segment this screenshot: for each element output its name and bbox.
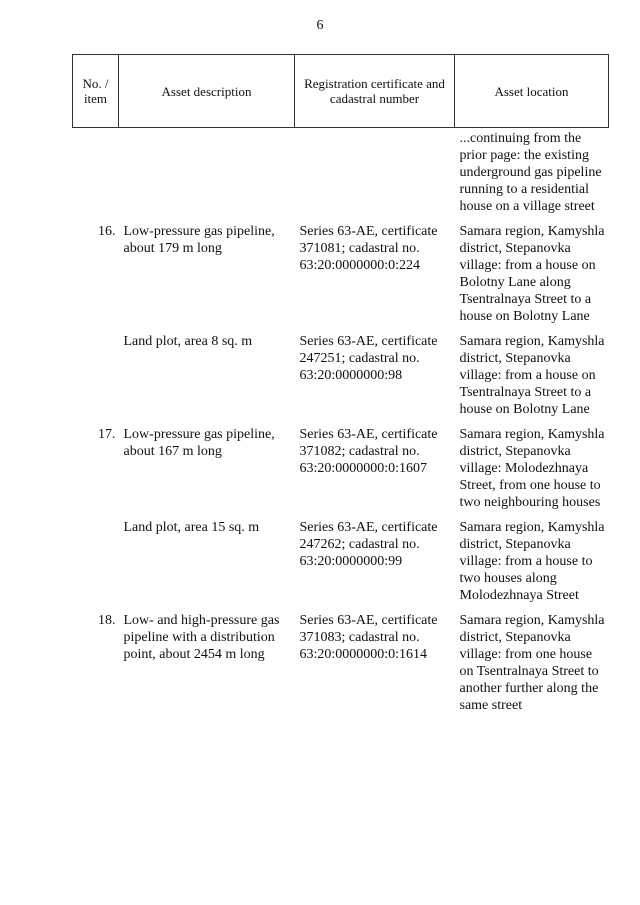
table-row [73,612,609,714]
asset-location: Samara region, Kamyshla district, Stepanovka village: from one house on Tsentralnaya Street to another further along the same street [459,613,605,713]
asset-name: Low-pressure gas pipeline, about 179 m long [123,224,275,256]
asset-name: Land plot, area 15 sq. m [123,520,260,535]
header-num: No. / item [73,55,119,128]
asset-name: Low-pressure gas pipeline, about 167 m long [123,427,275,459]
table-header-row [73,55,609,128]
header-location: Asset location [455,55,609,128]
registration-cert: Series 63-AE, certificate 247251; cadastral no. 63:20:0000000:98 [299,334,438,383]
registration-cert: Series 63-AE, certificate 371081; cadastral no. 63:20:0000000:0:224 [299,224,438,273]
header-name: Asset description [119,55,295,128]
table-row [73,519,609,604]
registration-cert: Series 63-AE, certificate 371083; cadastral no. 63:20:0000000:0:1614 [299,613,438,662]
table-row [73,426,609,511]
row-number [73,519,119,604]
asset-name: Land plot, area 8 sq. m [123,334,253,349]
registry-table [72,54,609,714]
row-number: 18. [98,613,116,628]
header-cert: Registration certificate and cadastral number [295,55,455,128]
continuation-location: ...continuing from the prior page: the existing underground gas pipeline running to a residential house on a village street [459,131,602,214]
page-number: 6 [316,18,324,33]
asset-location: Samara region, Kamyshla district, Stepanovka village: Molodezhnaya Street, from one house to two neighbouring houses [459,427,605,510]
asset-name: Low- and high-pressure gas pipeline with a distribution point, about 2454 m long [123,613,280,662]
asset-location: Samara region, Kamyshla district, Stepanovka village: from a house on Tsentralnaya Street to a house on Bolotny Lane [459,334,605,417]
table-row [73,333,609,418]
row-number: 17. [98,427,116,442]
asset-location: Samara region, Kamyshla district, Stepanovka village: from a house on Bolotny Lane along Tsentralnaya Street to a house on Bolotny Lane [459,224,605,324]
row-number: 16. [98,224,116,239]
registration-cert: Series 63-AE, certificate 371082; cadastral no. 63:20:0000000:0:1607 [299,427,438,476]
registration-cert: Series 63-AE, certificate 247262; cadastral no. 63:20:0000000:99 [299,520,438,569]
continuation-row [73,128,609,216]
asset-location: Samara region, Kamyshla district, Stepanovka village: from a house to two houses along Molodezhnaya Street [459,520,605,603]
row-number [73,333,119,418]
table-row [73,223,609,325]
